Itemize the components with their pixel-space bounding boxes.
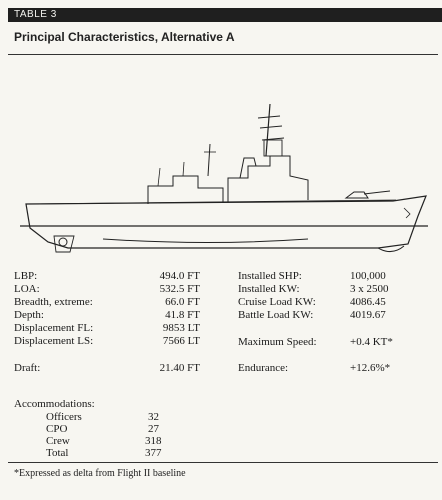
spec-label: Cruise Load KW: <box>238 296 316 308</box>
propeller-rudder <box>54 236 74 252</box>
footnote: *Expressed as delta from Flight II baseline <box>14 468 186 479</box>
aft-antenna-2 <box>183 162 184 176</box>
table-label: TABLE 3 <box>8 8 442 22</box>
spec-label: Maximum Speed: <box>238 336 317 348</box>
spec-label: LBP: <box>14 270 38 282</box>
main-mast <box>258 104 284 156</box>
bilge-keel <box>103 239 308 243</box>
forward-gun <box>346 191 390 198</box>
bottom-divider <box>8 462 438 463</box>
spec-value: +12.6%* <box>350 362 391 374</box>
hull <box>26 196 426 248</box>
spec-label: Displacement FL: <box>14 322 94 334</box>
spec-value: 41.8 FT <box>165 309 200 321</box>
accommodation-value: 318 <box>145 435 162 447</box>
spec-label: Draft: <box>14 362 41 374</box>
accommodation-value: 377 <box>145 447 162 459</box>
accommodation-value: 32 <box>148 411 159 423</box>
spec-label: Depth: <box>14 309 44 321</box>
spec-value: 21.40 FT <box>159 362 200 374</box>
spec-value: 66.0 FT <box>165 296 200 308</box>
spec-label: Installed KW: <box>238 283 300 295</box>
spec-label: LOA: <box>14 283 40 295</box>
spec-label: Endurance: <box>238 362 289 374</box>
accommodations-heading: Accommodations: <box>14 398 95 410</box>
spec-label: Displacement LS: <box>14 335 94 347</box>
accommodation-value: 27 <box>148 423 159 435</box>
accommodation-label: CPO <box>46 423 68 435</box>
spec-value: 9853 LT <box>162 322 200 334</box>
bow-anchor <box>404 208 410 218</box>
spec-value: 4019.67 <box>350 309 386 321</box>
spec-value: 4086.45 <box>350 296 386 308</box>
aft-mast <box>204 144 216 176</box>
aft-superstructure <box>148 176 223 204</box>
spec-value: 494.0 FT <box>159 270 200 282</box>
forward-superstructure <box>228 156 308 202</box>
spec-value: 3 x 2500 <box>350 283 389 295</box>
spec-label: Breadth, extreme: <box>14 296 93 308</box>
accommodation-label: Total <box>46 447 69 459</box>
ship-profile-drawing <box>8 96 438 266</box>
table-title: Principal Characteristics, Alternative A <box>14 30 235 44</box>
spec-label: Installed SHP: <box>238 270 302 282</box>
aft-antenna <box>158 168 160 186</box>
spec-value: 532.5 FT <box>159 283 200 295</box>
spec-value: +0.4 KT* <box>350 336 393 348</box>
spec-value: 100,000 <box>350 270 386 282</box>
top-divider <box>8 54 438 55</box>
accommodation-label: Crew <box>46 435 70 447</box>
accommodation-label: Officers <box>46 411 82 423</box>
spec-label: Battle Load KW: <box>238 309 314 321</box>
spec-value: 7566 LT <box>162 335 200 347</box>
